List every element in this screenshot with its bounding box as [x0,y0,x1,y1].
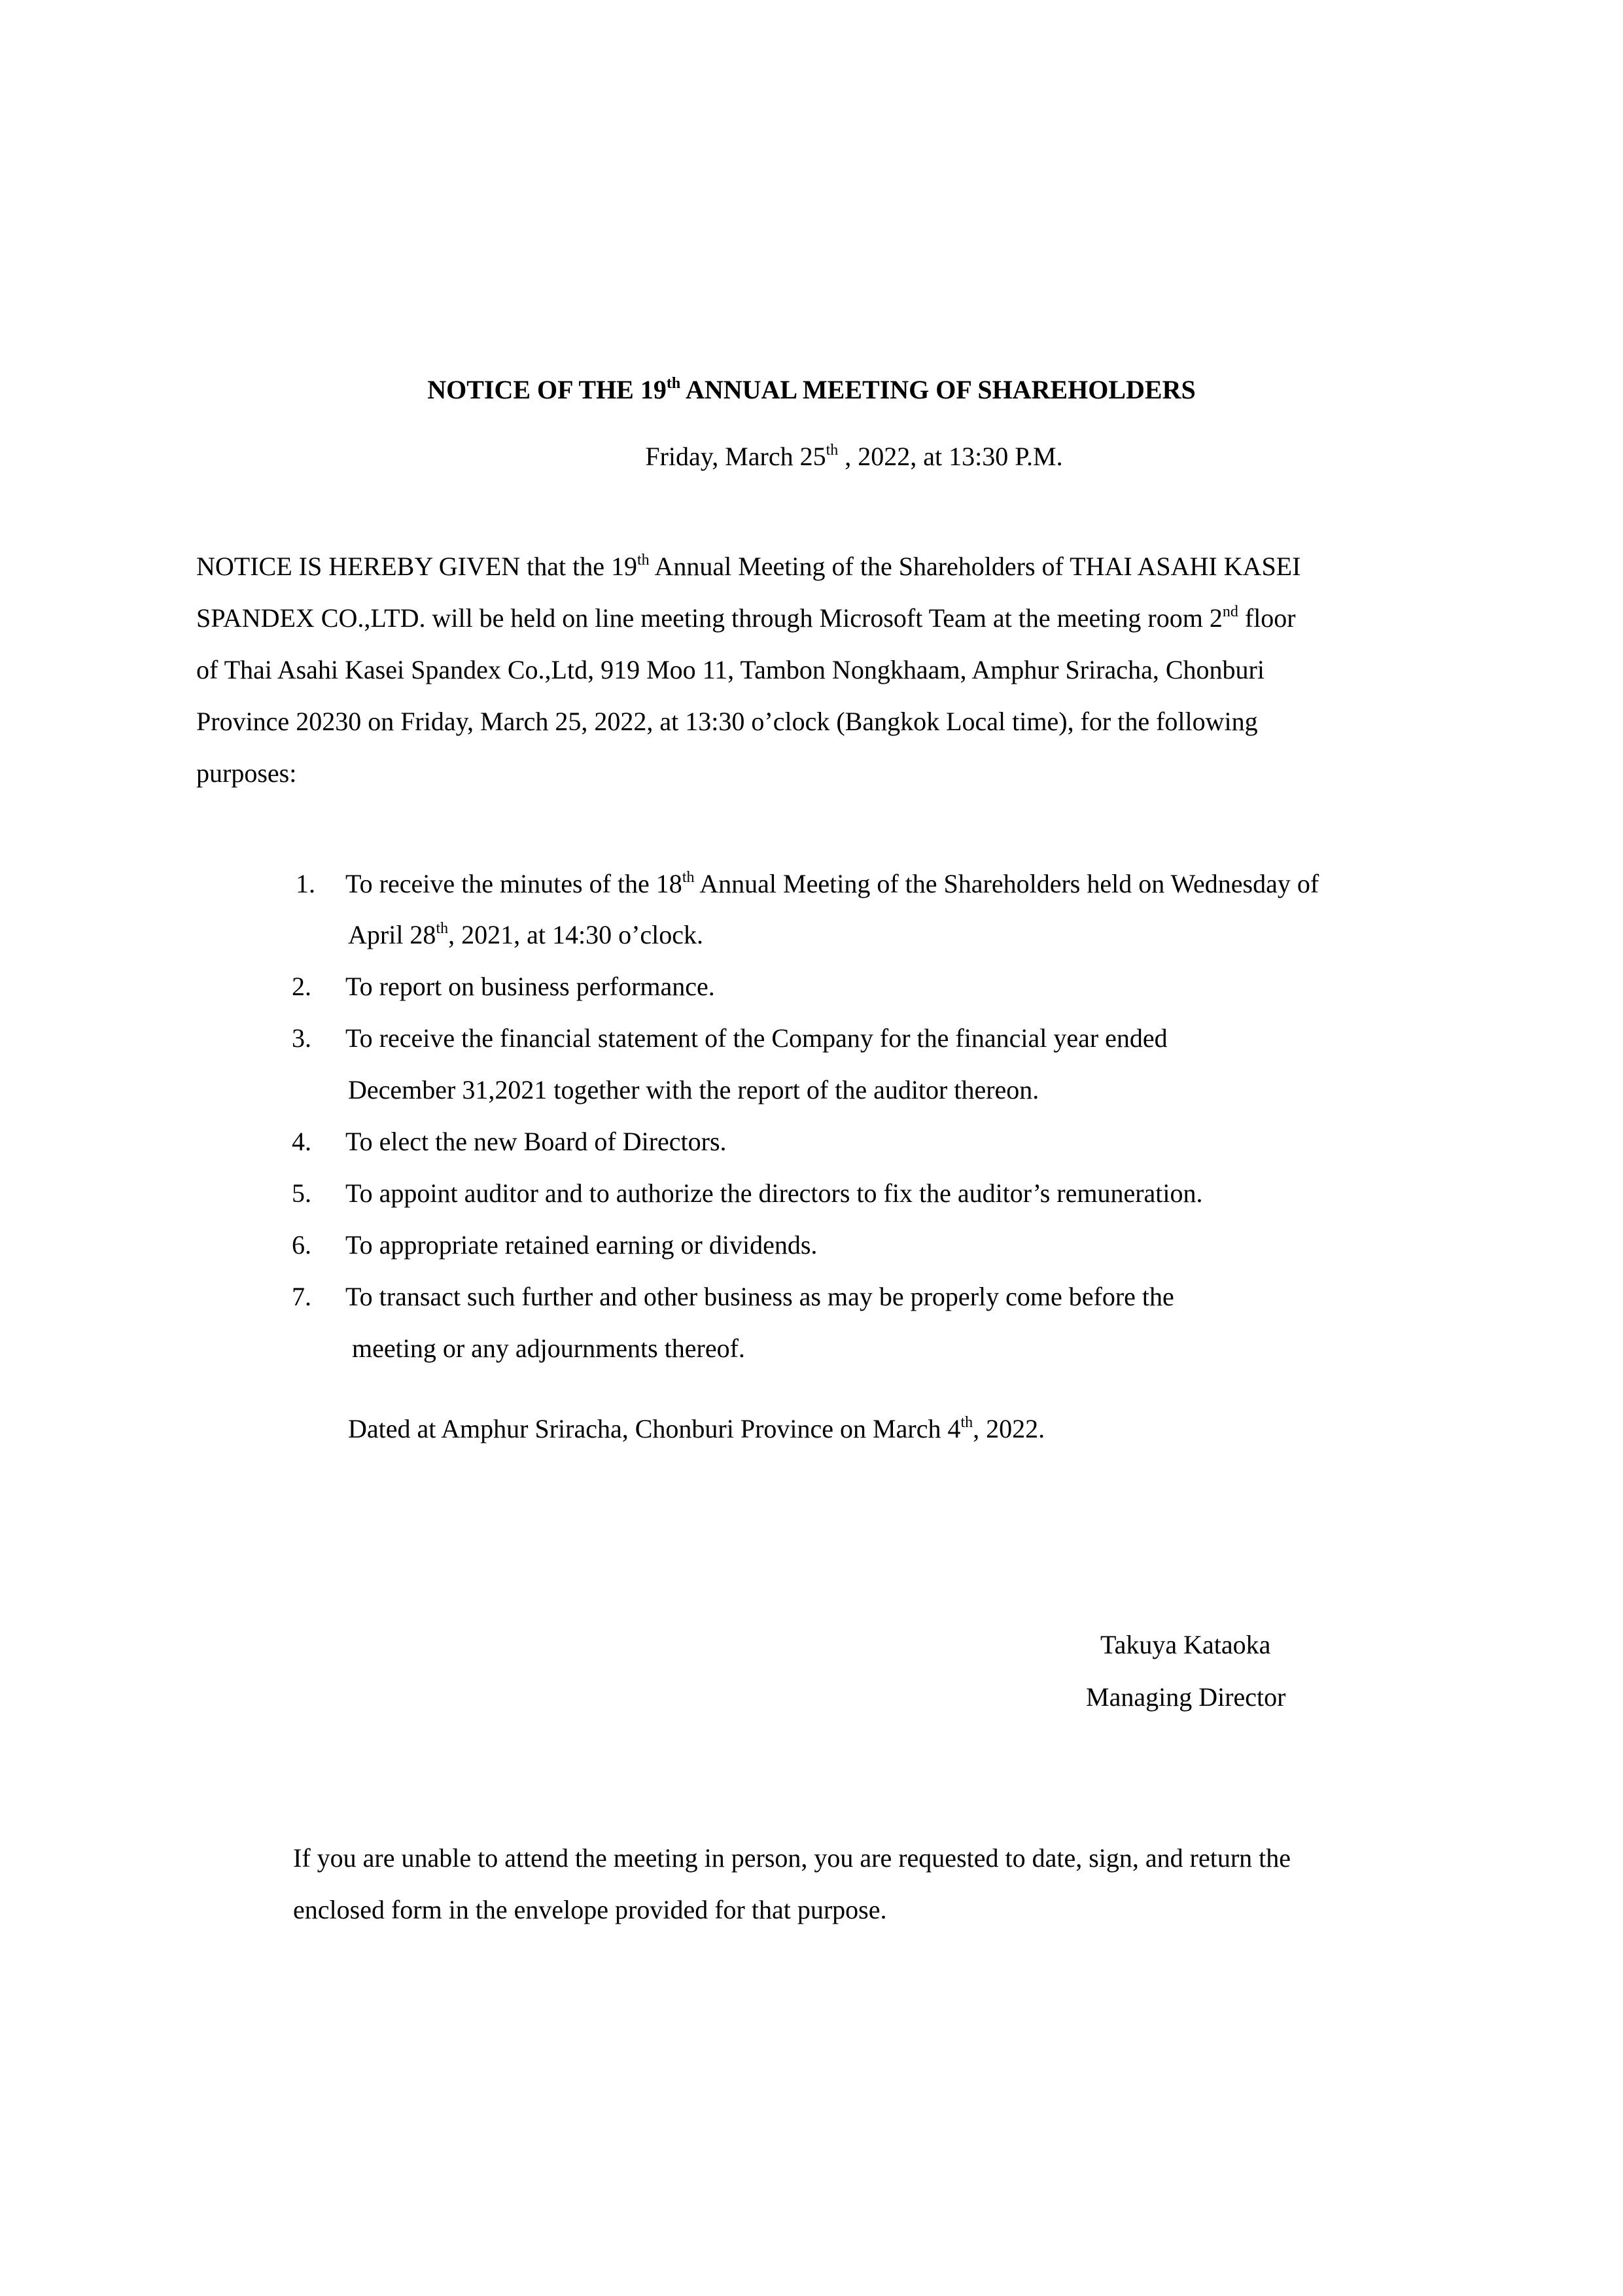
item1-text-rest: Annual Meeting of the Shareholders held on Wednesday of [694,869,1319,898]
intro-line2-ordinal: nd [1222,603,1238,620]
dated-line [348,1413,1045,1445]
signatory-title: Managing Director [1086,1682,1286,1712]
item1-text: To receive the minutes of the 18 [345,869,682,898]
intro-line: of Thai Asahi Kasei Spandex Co.,Ltd, 919 Moo 11, Tambon Nongkhaam, Amphur Sriracha, Chonburi [196,655,1265,684]
notice-title [0,374,1623,406]
date-ordinal: th [826,442,839,459]
notice-intro-paragraph [196,540,1495,799]
item1-cont-ordinal: th [436,920,449,937]
agenda-item-text: To appoint auditor and to authorize the directors to fix the auditor’s remuneration. [345,1178,1203,1208]
agenda-item-text [345,868,1319,900]
dated-text: Dated at Amphur Sriracha, Chonburi Province on March 4 [348,1414,961,1443]
intro-line1-ordinal: th [637,552,650,569]
intro-line2-text: SPANDEX CO.,LTD. will be held on line meeting through Microsoft Team at the meeting room 2 [196,603,1223,633]
agenda-item-number: 5. [292,1178,311,1208]
agenda-item-text: To report on business performance. [345,972,715,1001]
agenda-item-number: 1. [296,869,315,898]
intro-line: purposes: [196,758,297,788]
item1-cont-text: April 28 [348,920,436,949]
agenda-item-number: 3. [292,1023,311,1053]
item1-cont-rest: , 2021, at 14:30 o’clock. [448,920,704,949]
item3-continuation: December 31,2021 together with the report of the auditor thereon. [348,1075,1039,1104]
item1-continuation [348,919,703,951]
title-text: NOTICE OF THE 19 [427,375,667,404]
agenda-item-number: 7. [292,1282,311,1311]
agenda-item-number: 4. [292,1127,311,1156]
intro-line [196,592,1495,644]
agenda-item-text: To receive the financial statement of the Company for the financial year ended [345,1023,1168,1053]
agenda-item-number: 6. [292,1230,311,1260]
date-text-rest: , 2022, at 13:30 P.M. [838,442,1063,471]
dated-text-rest: , 2022. [973,1414,1045,1443]
title-text-rest: ANNUAL MEETING OF SHAREHOLDERS [680,375,1196,404]
dated-ordinal: th [960,1414,973,1431]
meeting-date-line [0,441,1623,472]
agenda-item-number: 2. [292,972,311,1001]
intro-line [196,540,1495,592]
intro-line1-text: NOTICE IS HEREBY GIVEN that the 19 [196,552,637,581]
attendance-note [293,1832,1536,1935]
signatory-name: Takuya Kataoka [1100,1630,1271,1659]
agenda-item-text: To elect the new Board of Directors. [345,1127,727,1156]
footer-line: enclosed form in the envelope provided for that purpose. [293,1895,887,1924]
title-ordinal: th [666,375,681,392]
item7-continuation: meeting or any adjournments thereof. [352,1333,745,1363]
agenda-item-text: To transact such further and other business as may be properly come before the [345,1282,1174,1311]
footer-line: If you are unable to attend the meeting in person, you are requested to date, sign, and return the [293,1843,1291,1873]
intro-line1-rest: Annual Meeting of the Shareholders of THAI ASAHI KASEI [649,552,1301,581]
agenda-item-text: To appropriate retained earning or dividends. [345,1230,818,1260]
item1-ordinal: th [682,869,695,886]
intro-line: Province 20230 on Friday, March 25, 2022, at 13:30 o’clock (Bangkok Local time), for the following [196,707,1258,736]
intro-line2-rest: floor [1238,603,1296,633]
date-text: Friday, March 25 [645,442,826,471]
